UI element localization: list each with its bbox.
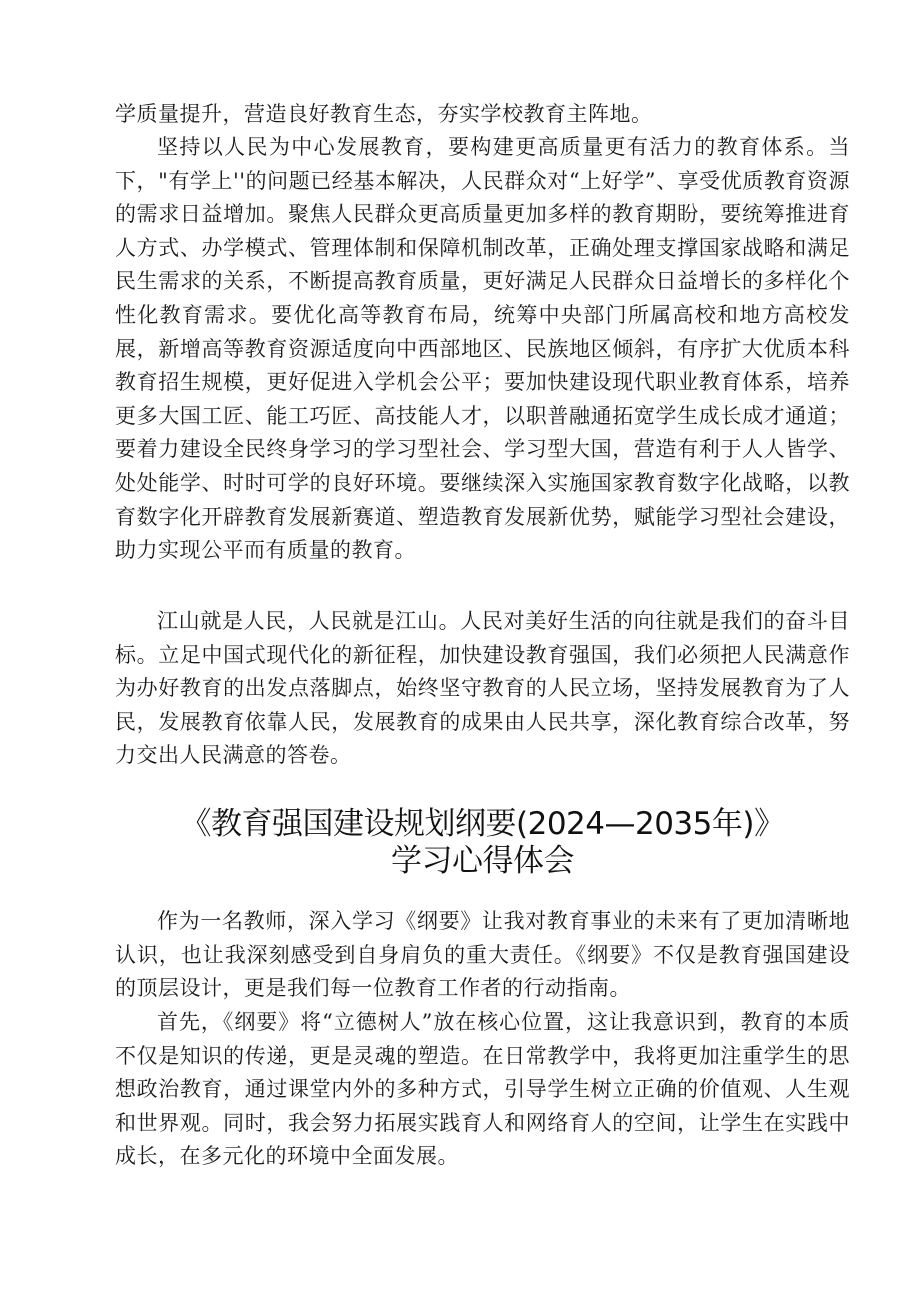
paragraph-people-satisfaction: 江山就是人民，人民就是江山。人民对美好生活的向往就是我们的奋斗目标。立足中国式现代化的新征程，加快建设教育强国，我们必须把人民满意作为办好教育的出发点落脚点，始终坚守教育的人民立场，坚持发展教育为了人民，发展教育依靠人民，发展教育的成果由人民共享，深化教育综合改革，努力交出人民满意的答卷。	[115, 609, 850, 768]
section-heading	[115, 806, 850, 880]
paragraph-moral-education: 首先，《纲要》将“立德树人”放在核心位置，这让我意识到，教育的本质不仅是知识的传递，更是灵魂的塑造。在日常教学中，我将更加注重学生的思想政治教育，通过课堂内外的多种方式，引导学生树立正确的价值观、人生观和世界观。同时，我会努力拓展实践育人和网络育人的空间，让学生在实践中成长，在多元化的环境中全面发展。	[115, 1010, 850, 1169]
heading-subtitle-line: 学习心得体会	[391, 843, 574, 879]
heading-title-line: 《教育强国建设规划纲要(2024—2035年)》	[180, 806, 785, 842]
paragraph-continuation: 学质量提升，营造良好教育生态，夯实学校教育主阵地。	[115, 102, 653, 126]
paragraph-teacher-reflection: 作为一名教师，深入学习《纲要》让我对教育事业的未来有了更加清晰地认识，也让我深刻感受到自身肩负的重大责任。《纲要》不仅是教育强国建设的顶层设计，更是我们每一位教育工作者的行动指南。	[115, 909, 850, 1001]
paragraph-people-centered: 坚持以人民为中心发展教育，要构建更高质量更有活力的教育体系。当下，"有学上''的问题已经基本解决，人民群众对“上好学”、享受优质教育资源的需求日益增加。聚焦人民群众更高质量更加多样的教育期盼，要统筹推进育人方式、办学模式、管理体制和保障机制改革，正确处理支撑国家战略和满足民生需求的关系，不断提高教育质量，更好满足人民群众日益增长的多样化个性化教育需求。要优化高等教育布局，统筹中央部门所属高校和地方高校发展，新增高等教育资源适度向中西部地区、民族地区倾斜，有序扩大优质本科教育招生规模，更好促进入学机会公平；要加快建设现代职业教育体系，培养更多大国工匠、能工巧匠、高技能人才，以职普融通拓宽学生成长成才通道；要着力建设全民终身学习的学习型社会、学习型大国，营造有利于人人皆学、处处能学、时时可学的良好环境。要继续深入实施国家教育数字化战略，以教育数字化开辟教育发展新赛道、塑造教育发展新优势，赋能学习型社会建设，助力实现公平而有质量的教育。	[115, 135, 850, 563]
